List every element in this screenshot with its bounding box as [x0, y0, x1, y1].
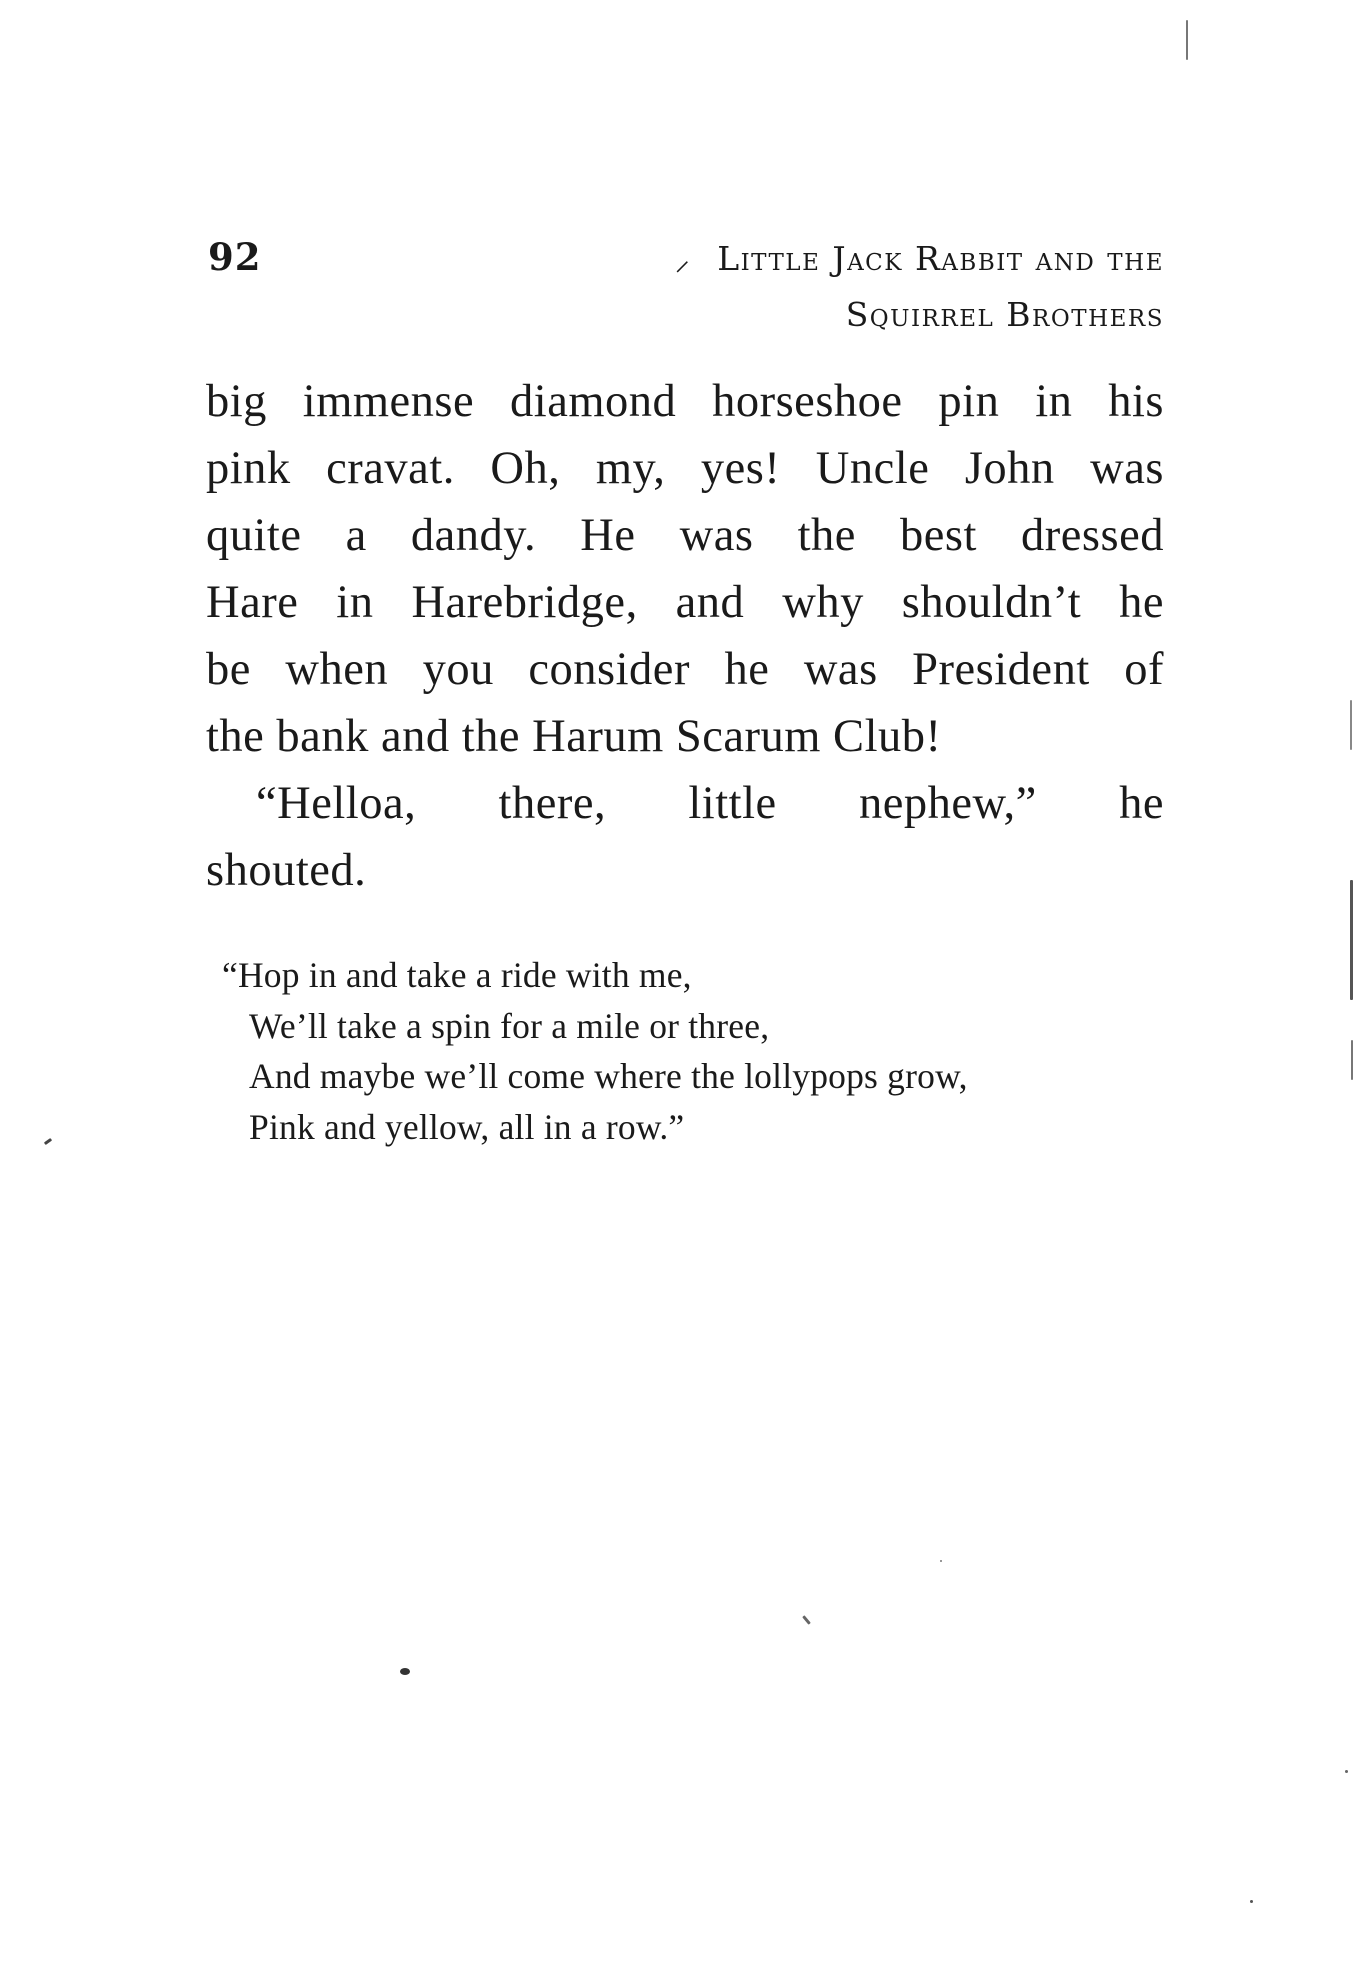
running-head-line-1 — [404, 232, 1164, 288]
scan-speck — [1345, 1770, 1348, 1773]
ink-mark-icon: ⸝ — [674, 243, 692, 278]
paragraph-2 — [206, 770, 1164, 904]
text-line: pink cravat. Oh, my, yes! Uncle John was — [206, 443, 1164, 494]
text-line: the bank and the Harum Scarum Club! — [206, 711, 942, 762]
text-line: be when you consider he was President of — [206, 644, 1164, 695]
running-head — [404, 232, 1164, 342]
body-text — [206, 368, 1164, 904]
text-line: Hare in Harebridge, and why shouldn’t he — [206, 577, 1164, 628]
running-head-title-1: Little Jack Rabbit and the — [717, 239, 1164, 278]
text-line: shouted. — [206, 845, 367, 896]
verse-line: “Hop in and take a ride with me, — [222, 955, 692, 995]
page-number: 92 — [208, 235, 262, 279]
verse-line: And maybe we’ll come where the lollypops grow, — [249, 1056, 968, 1096]
scan-speck — [940, 1560, 942, 1562]
verse-block — [222, 950, 968, 1152]
scan-speck — [1350, 700, 1352, 750]
scan-speck — [1350, 880, 1353, 1000]
scan-speck — [1250, 1900, 1253, 1903]
scan-speck — [44, 1138, 52, 1145]
text-line: “Helloa, there, little nephew,” he — [256, 778, 1164, 829]
scan-speck — [400, 1668, 410, 1675]
scan-speck — [1351, 1040, 1353, 1080]
running-head-line-2: Squirrel Brothers — [845, 295, 1164, 334]
paragraph-1 — [206, 368, 1164, 770]
text-line: quite a dandy. He was the best dressed — [206, 510, 1164, 561]
scan-speck — [1186, 20, 1188, 60]
text-line: big immense diamond horseshoe pin in his — [206, 376, 1164, 427]
scan-speck — [802, 1615, 811, 1625]
verse-line: We’ll take a spin for a mile or three, — [249, 1005, 770, 1046]
verse-line: Pink and yellow, all in a row.” — [249, 1106, 685, 1147]
